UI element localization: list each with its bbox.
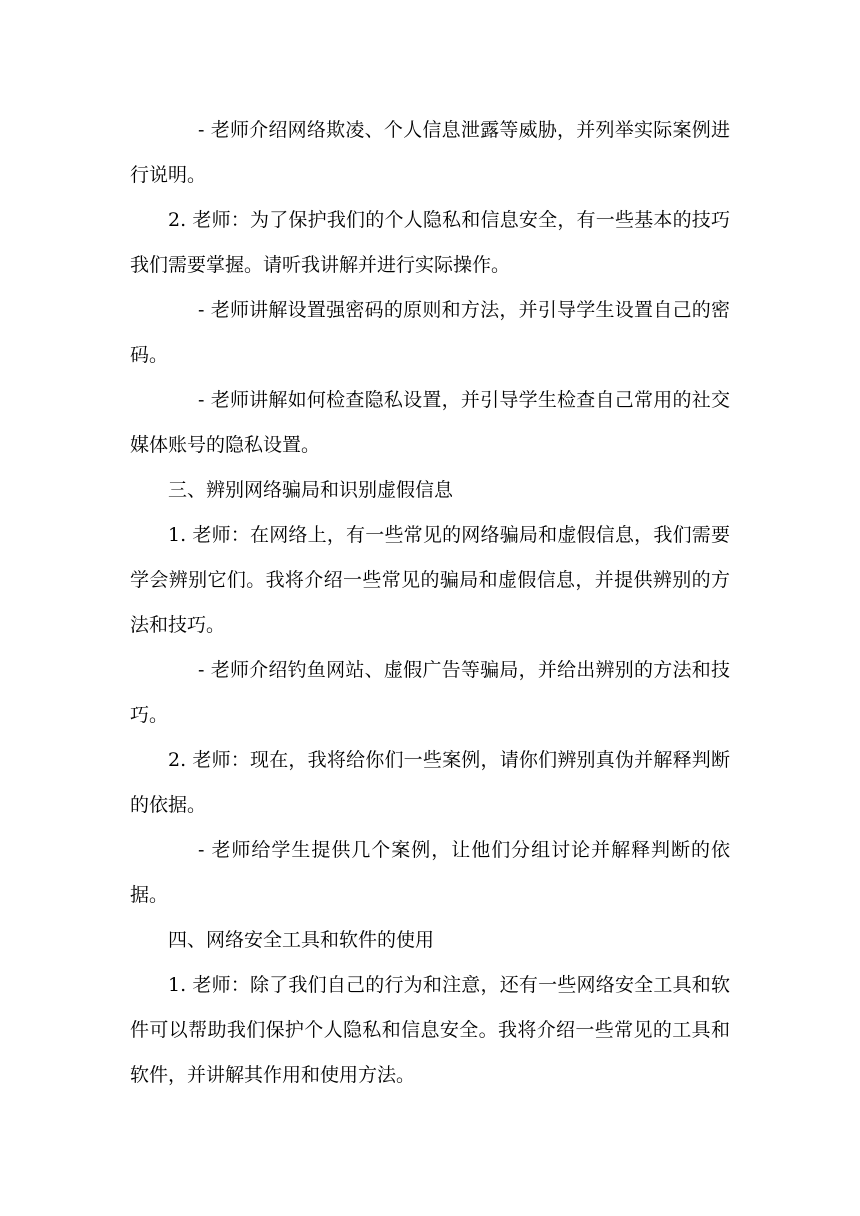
paragraph-bullet: - 老师讲解设置强密码的原则和方法，并引导学生设置自己的密码。 [130, 299, 730, 366]
paragraph-numbered: 2. 老师：为了保护我们的个人隐私和信息安全，有一些基本的技巧我们需要掌握。请听我讲解并进行实际操作。 [130, 209, 730, 276]
paragraph-numbered: 2. 老师：现在，我将给你们一些案例，请你们辨别真伪并解释判断的依据。 [130, 749, 730, 816]
paragraph-numbered: 1. 老师：在网络上，有一些常见的网络骗局和虚假信息，我们需要学会辨别它们。我将介绍一些常见的骗局和虚假信息，并提供辨别的方法和技巧。 [130, 524, 730, 636]
paragraph-numbered: 1. 老师：除了我们自己的行为和注意，还有一些网络安全工具和软件可以帮助我们保护个人隐私和信息安全。我将介绍一些常见的工具和软件，并讲解其作用和使用方法。 [130, 974, 730, 1086]
document-body [130, 108, 730, 1098]
paragraph-bullet: - 老师介绍网络欺凌、个人信息泄露等威胁，并列举实际案例进行说明。 [130, 119, 730, 186]
paragraph-bullet: - 老师讲解如何检查隐私设置，并引导学生检查自己常用的社交媒体账号的隐私设置。 [130, 389, 730, 456]
paragraph-bullet: - 老师给学生提供几个案例，让他们分组讨论并解释判断的依据。 [130, 839, 730, 906]
section-heading: 四、网络安全工具和软件的使用 [168, 929, 435, 951]
paragraph-bullet: - 老师介绍钓鱼网站、虚假广告等骗局，并给出辨别的方法和技巧。 [130, 659, 730, 726]
section-heading: 三、辨别网络骗局和识别虚假信息 [168, 479, 454, 501]
